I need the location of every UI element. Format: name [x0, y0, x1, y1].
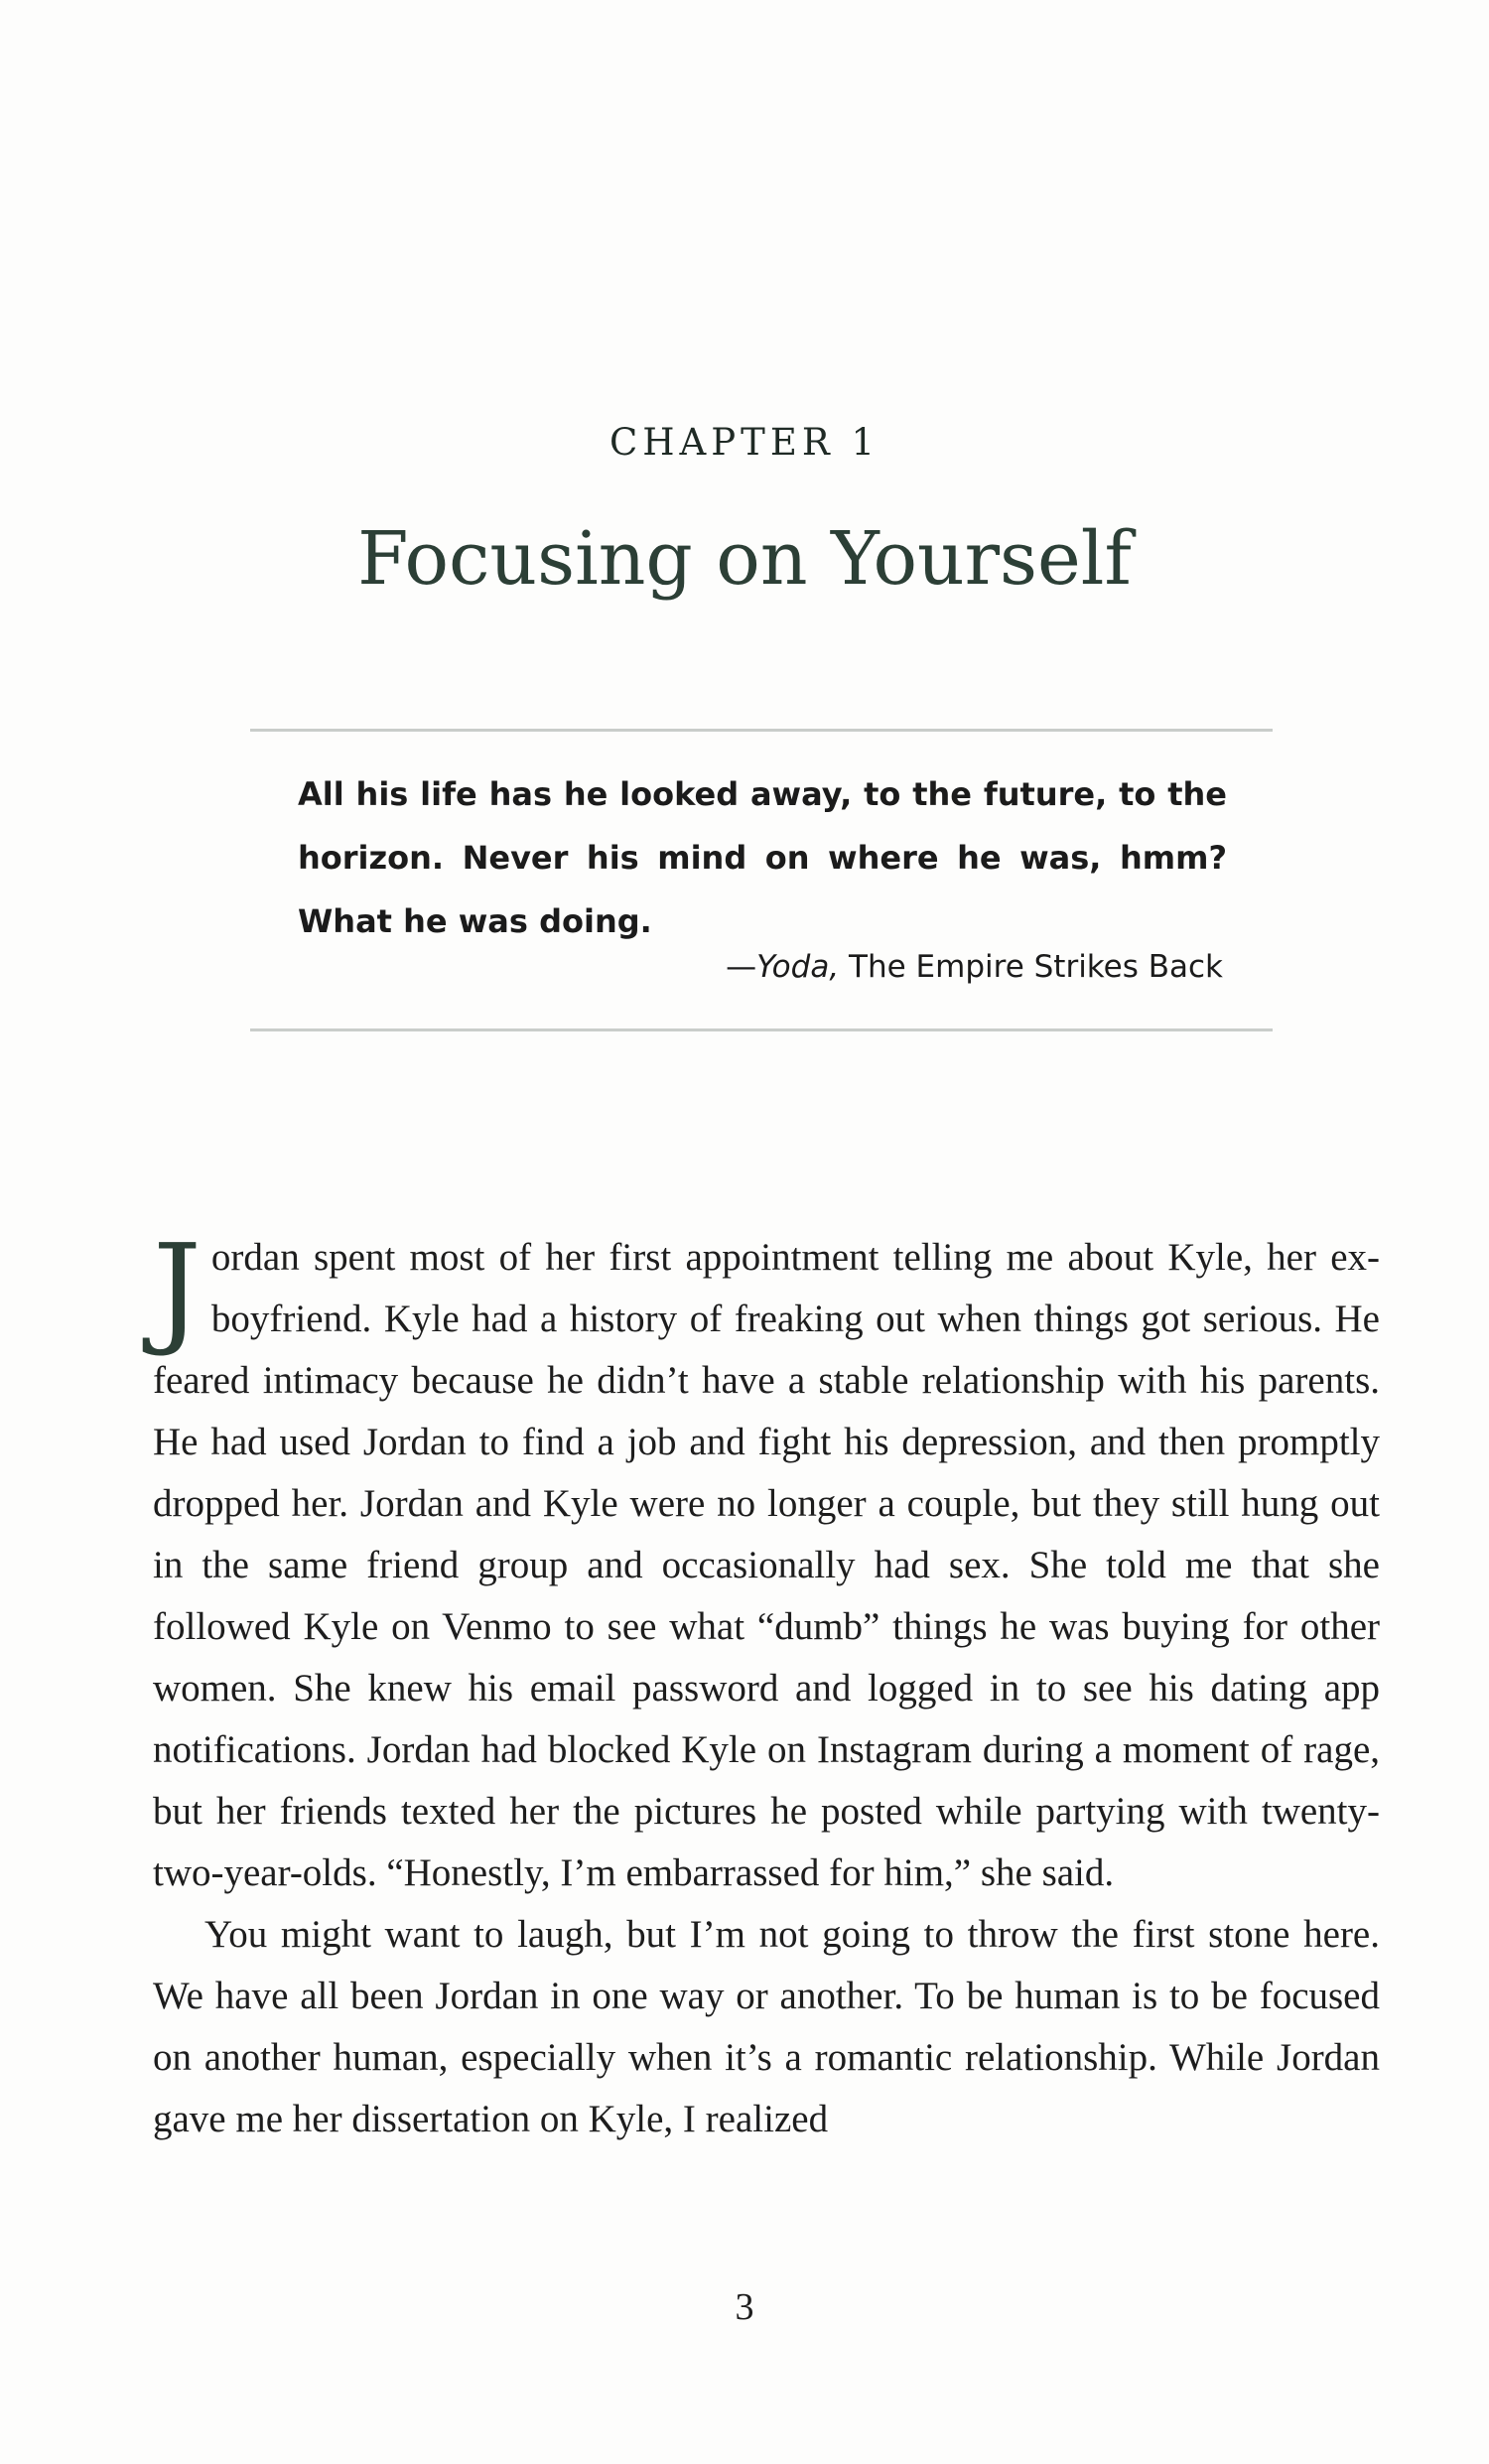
- body-paragraph-2: You might want to laugh, but I’m not going to throw the first stone here. We have all been Jordan in one way or another. To be human is to be focused on another human, especially when it’s a romantic relationship. While Jordan gave me her dissertation on Kyle, I realized: [153, 1913, 1380, 2140]
- epigraph-attribution: [726, 949, 1223, 985]
- chapter-title: Focusing on Yourself: [357, 516, 1132, 602]
- epigraph-top-rule: [250, 729, 1273, 732]
- attribution-speaker: Yoda,: [756, 949, 840, 985]
- attribution-dash: —: [726, 949, 757, 985]
- body-text: [153, 1218, 1380, 2150]
- epigraph-bottom-rule: [250, 1028, 1273, 1031]
- attribution-source: The Empire Strikes Back: [839, 949, 1223, 985]
- body-paragraph-1: [153, 1218, 1380, 1904]
- epigraph-quote: All his life has he looked away, to the future, to the horizon. Never his mind on where he was, hmm? What he was doing.: [298, 775, 1227, 940]
- drop-cap: J: [153, 1218, 202, 1359]
- chapter-label: CHAPTER 1: [609, 421, 880, 464]
- paragraph-1-text: ordan spent most of her first appointment telling me about Kyle, her ex-boyfriend. Kyle had a history of freaking out when things got serious. He feared intimacy because he didn’t have a stable relationship with his parents. He had used Jordan to find a job and fight his depression, and then promptly dropped her. Jordan and Kyle were no longer a couple, but they still hung out in the same friend group and occasionally had sex. She told me that she followed Kyle on Venmo to see what “dumb” things he was buying for other women. She knew his email password and logged in to see his dating app notifications. Jordan had blocked Kyle on Instagram during a moment of rage, but her friends texted her the pictures he posted while partying with twenty-two-year-olds. “Honestly, I’m embarrassed for him,” she said.: [153, 1236, 1380, 1894]
- page-number: 3: [735, 2286, 754, 2328]
